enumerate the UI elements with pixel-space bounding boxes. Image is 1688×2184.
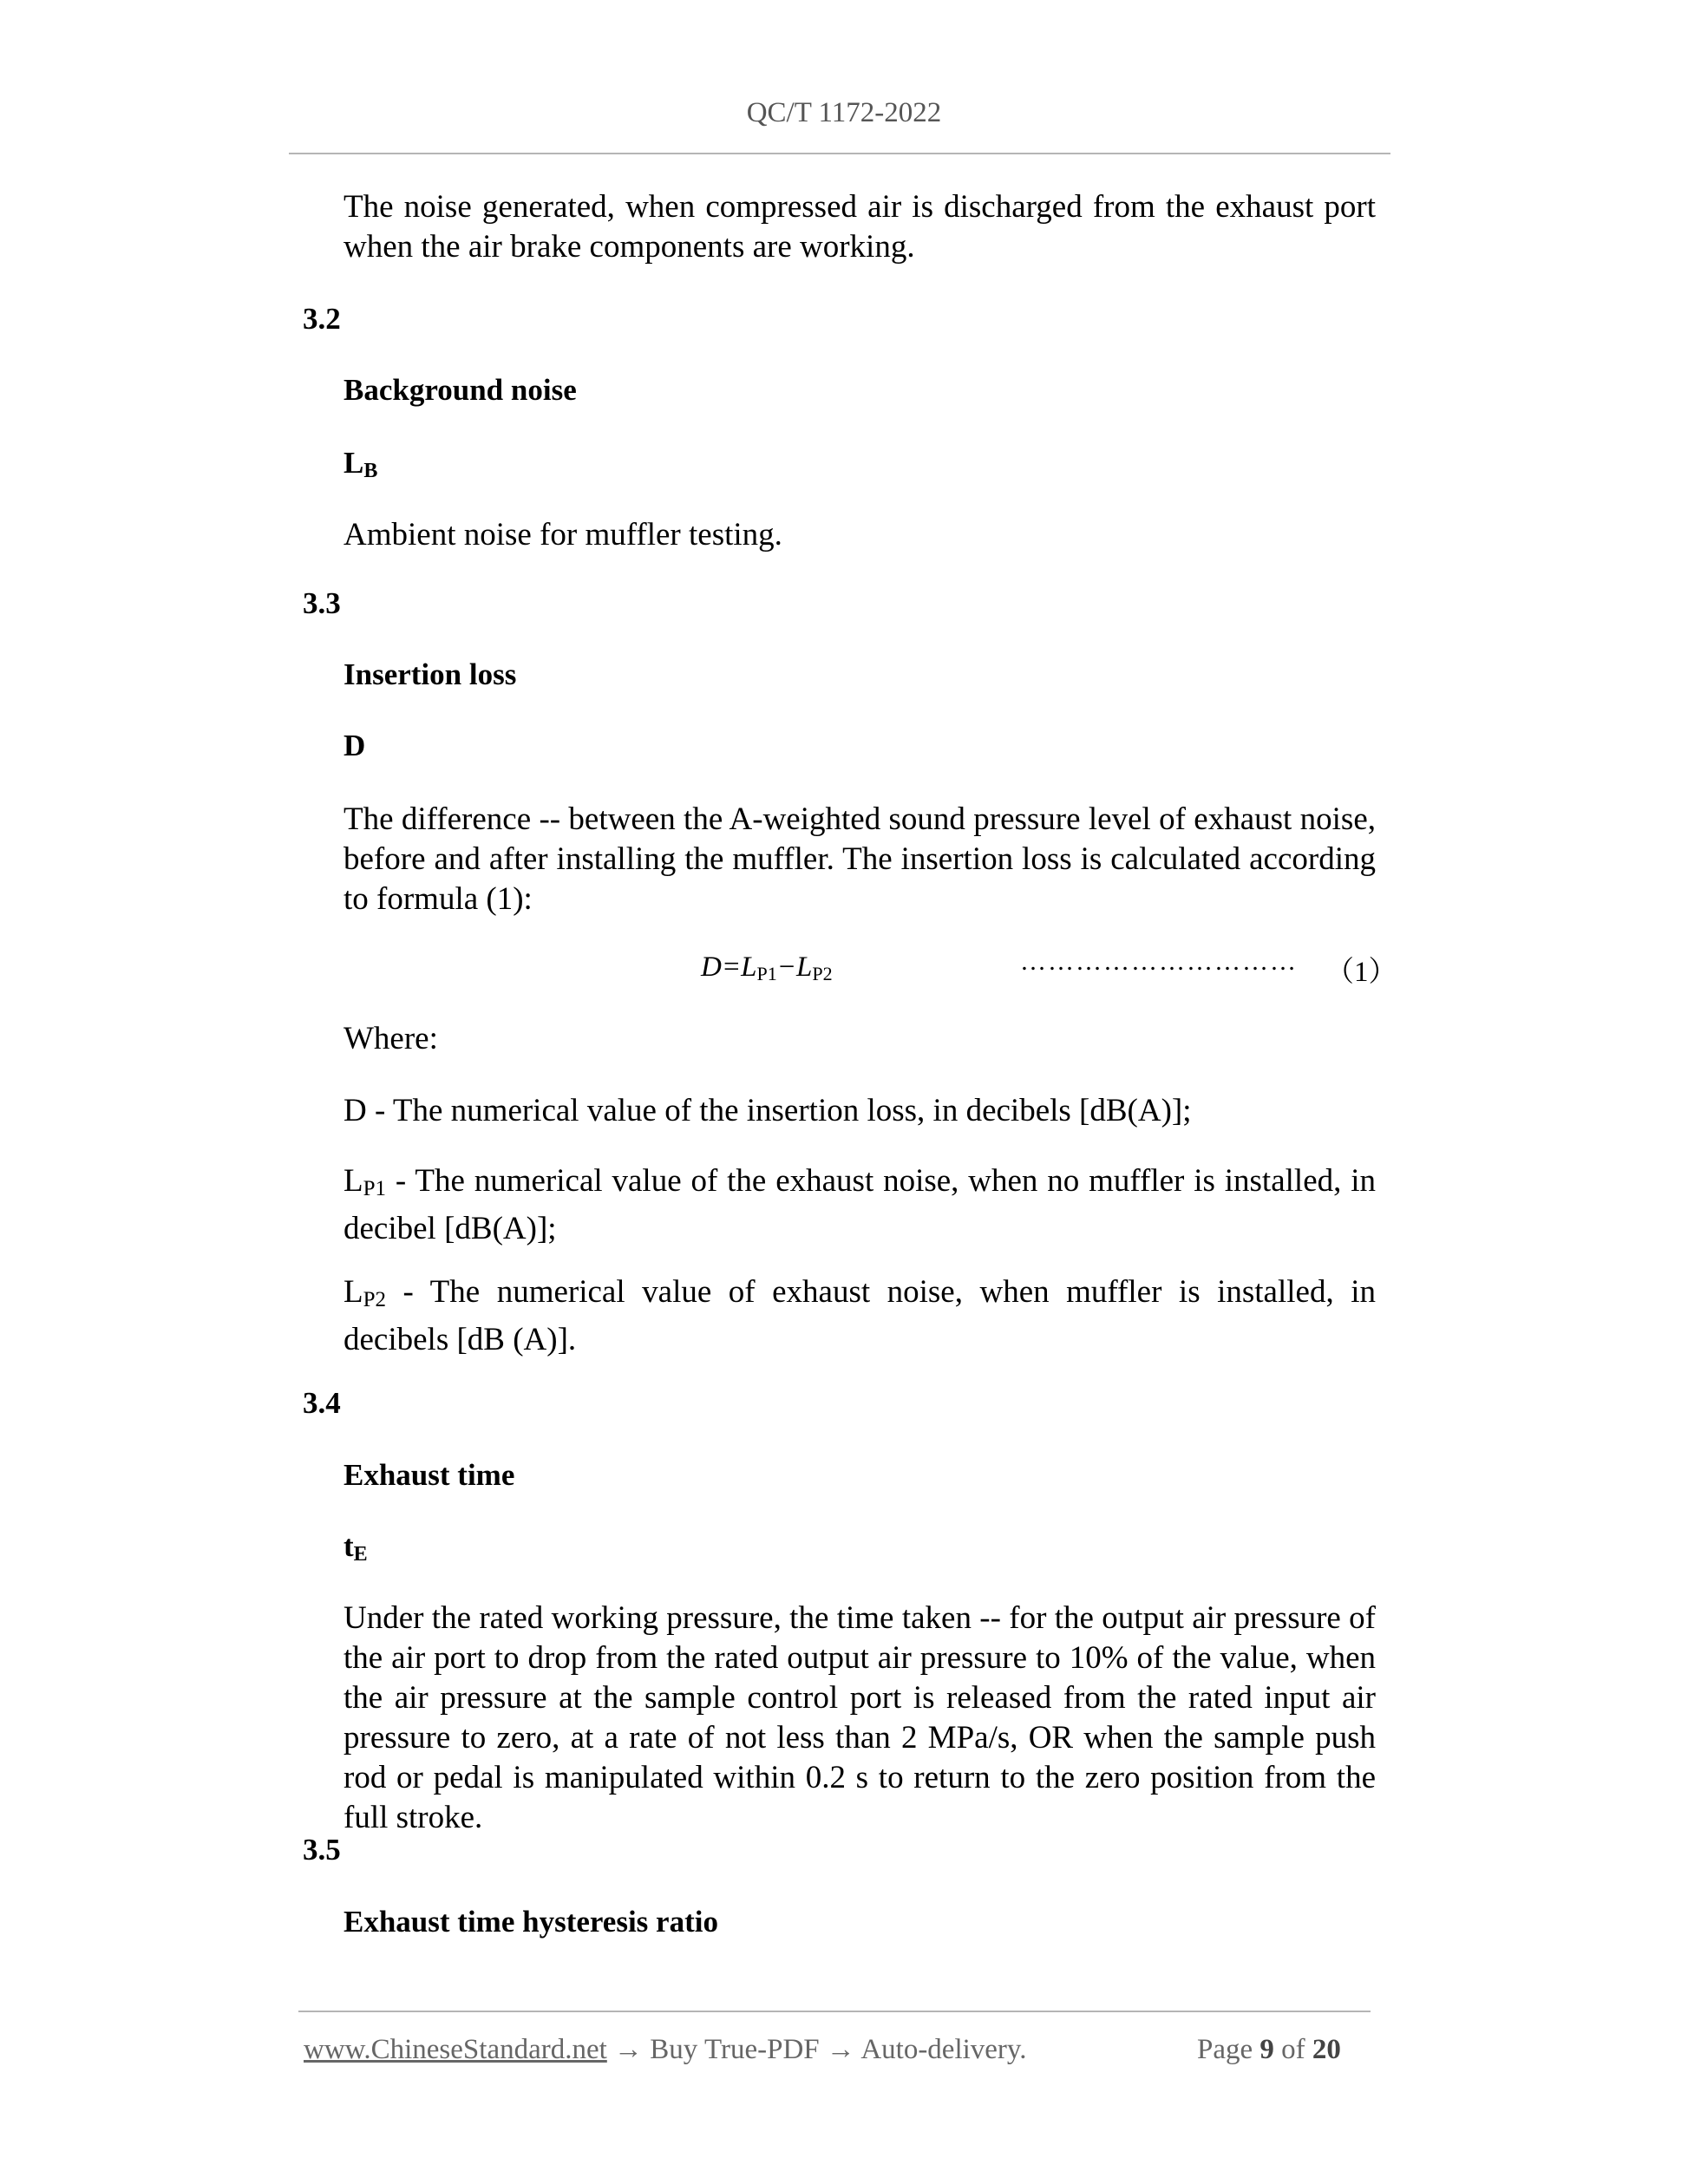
arrow-right-icon: → <box>614 2034 644 2065</box>
formula-1 <box>701 951 833 985</box>
symbol-main: L <box>343 446 364 480</box>
where-symbol: L <box>343 1163 363 1199</box>
footer-divider <box>298 2011 1371 2012</box>
formula-sub-p1: P1 <box>756 963 777 984</box>
section-number-3-3: 3.3 <box>303 586 341 620</box>
where-symbol-subscript: P2 <box>363 1288 387 1311</box>
header-divider <box>289 153 1390 154</box>
term-insertion-loss: Insertion loss <box>343 657 517 691</box>
section-number-3-5: 3.5 <box>303 1833 341 1867</box>
page-current: 9 <box>1259 2034 1274 2065</box>
symbol-subscript: B <box>363 460 378 482</box>
term-background-noise: Background noise <box>343 373 577 407</box>
footer-left <box>304 2034 1027 2066</box>
page-header: QC/T 1172-2022 <box>746 97 942 128</box>
where-item-lp2 <box>343 1272 1376 1360</box>
section-number-3-2: 3.2 <box>303 302 341 336</box>
footer-site-link[interactable]: www.ChineseStandard.net <box>304 2034 607 2065</box>
definition-background-noise: Ambient noise for muffler testing. <box>343 517 782 553</box>
where-item-lp1 <box>343 1161 1376 1249</box>
formula-lhs: D=L <box>701 951 757 983</box>
page-label: Page <box>1197 2034 1253 2065</box>
formula-leader-dots: ………………………… <box>1020 947 1298 976</box>
intro-paragraph: The noise generated, when compressed air is discharged from the exhaust port when the air brake components are working. <box>343 189 1376 265</box>
where-label: Where: <box>343 1021 438 1056</box>
where-item-d <box>343 1091 1376 1131</box>
where-symbol: D <box>343 1093 367 1128</box>
arrow-right-icon: → <box>826 2034 855 2065</box>
page-of: of <box>1281 2034 1305 2065</box>
term-exhaust-time-hysteresis-ratio: Exhaust time hysteresis ratio <box>343 1905 718 1939</box>
symbol-main: t <box>343 1529 354 1563</box>
footer-delivery-text: Auto-delivery. <box>860 2034 1027 2065</box>
formula-sub-p2: P2 <box>812 963 833 984</box>
formula-minus: −L <box>776 951 813 983</box>
definition-exhaust-time: Under the rated working pressure, the time taken -- for the output air pressure of the air port to drop from the rated output air pressure to 10% of the value, when the air pressure at the sample control port is released from the rated input air pressure to zero, at a rate of not less than 2 MPa/s, OR when the sample push rod or pedal is manipulated within 0.2 s to return to the zero position from the full stroke. <box>343 1600 1376 1835</box>
page-total: 20 <box>1312 2034 1341 2065</box>
footer-buy-text: Buy True-PDF <box>650 2034 820 2065</box>
symbol-te <box>343 1529 368 1566</box>
section-number-3-4: 3.4 <box>303 1386 341 1420</box>
where-text: - The numerical value of the exhaust noise, when no muffler is installed, in decibel [dB(A)]; <box>343 1163 1376 1246</box>
formula-number: （1） <box>1325 957 1397 988</box>
where-text: - The numerical value of exhaust noise, when muffler is installed, in decibels [dB (A)]. <box>343 1274 1376 1357</box>
symbol-d: D <box>343 729 366 762</box>
symbol-subscript: E <box>353 1543 368 1566</box>
page-number <box>1197 2034 1341 2066</box>
symbol-lb <box>343 446 377 483</box>
where-symbol-subscript: P1 <box>363 1177 387 1200</box>
definition-insertion-loss: The difference -- between the A-weighted sound pressure level of exhaust noise, before and after installing the muffler. The insertion loss is calculated according to formula (1): <box>343 801 1376 917</box>
term-exhaust-time: Exhaust time <box>343 1458 515 1492</box>
where-symbol: L <box>343 1274 363 1310</box>
where-text: - The numerical value of the insertion loss, in decibels [dB(A)]; <box>366 1093 1192 1128</box>
